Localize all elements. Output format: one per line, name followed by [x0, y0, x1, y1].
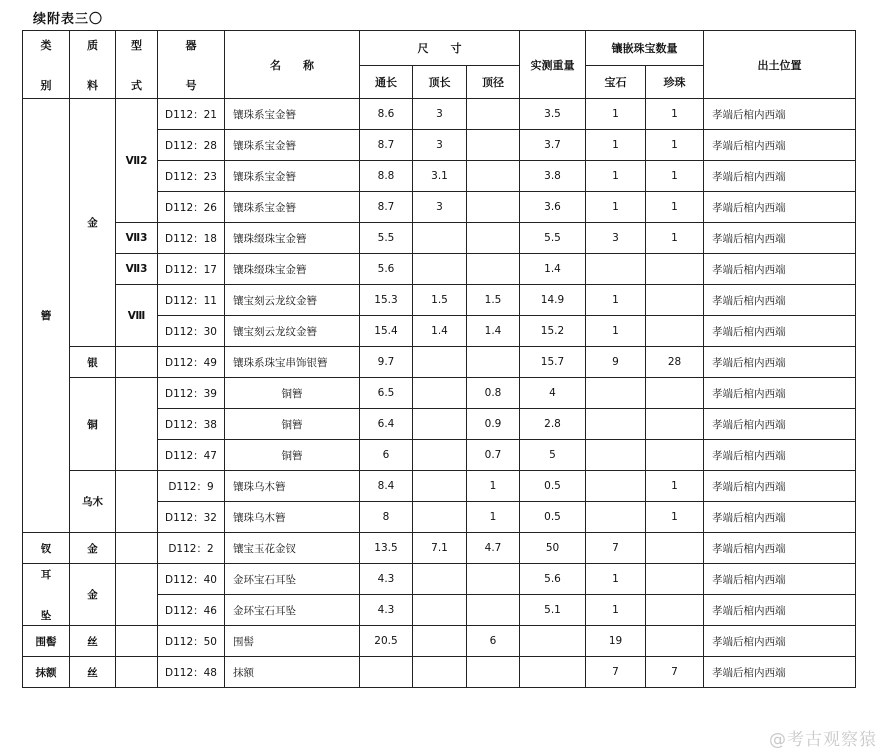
total-length: 8.7	[360, 192, 413, 223]
header-type: 型 式	[116, 31, 158, 99]
pearl-count: 1	[646, 223, 704, 254]
total-length: 15.3	[360, 285, 413, 316]
pearl-count: 1	[646, 192, 704, 223]
header-location: 出土位置	[704, 31, 856, 99]
header-gem: 宝石	[586, 66, 646, 99]
type-empty	[116, 533, 158, 564]
table-row	[23, 285, 856, 316]
weight: 15.2	[520, 316, 586, 347]
gem-count: 1	[586, 285, 646, 316]
item-number: D112：11	[158, 285, 225, 316]
top-diameter	[467, 130, 520, 161]
artifact-table	[22, 30, 856, 688]
gem-count: 3	[586, 223, 646, 254]
header-total-length: 通长	[360, 66, 413, 99]
total-length: 4.3	[360, 564, 413, 595]
top-length: 3	[413, 130, 467, 161]
type-vii3: Ⅶ3	[116, 254, 158, 285]
item-number: D112：46	[158, 595, 225, 626]
total-length: 6.5	[360, 378, 413, 409]
header-pearl: 珍珠	[646, 66, 704, 99]
top-diameter: 1	[467, 471, 520, 502]
pearl-count	[646, 285, 704, 316]
top-length	[413, 347, 467, 378]
total-length: 8.8	[360, 161, 413, 192]
location: 孝端后棺内西端	[704, 409, 856, 440]
gem-count: 9	[586, 347, 646, 378]
table-row	[23, 378, 856, 409]
item-number: D112：18	[158, 223, 225, 254]
item-name: 抹额	[225, 657, 360, 688]
pearl-count	[646, 440, 704, 471]
material-si: 丝	[70, 657, 116, 688]
top-diameter	[467, 161, 520, 192]
location: 孝端后棺内西端	[704, 285, 856, 316]
weight: 5.5	[520, 223, 586, 254]
table-row	[23, 533, 856, 564]
location: 孝端后棺内西端	[704, 564, 856, 595]
item-name: 铜簪	[225, 378, 360, 409]
table-row	[23, 347, 856, 378]
header-top-diameter: 顶径	[467, 66, 520, 99]
item-name: 镶珠系宝金簪	[225, 161, 360, 192]
item-number: D112：38	[158, 409, 225, 440]
item-number: D112：28	[158, 130, 225, 161]
weight	[520, 626, 586, 657]
top-length: 7.1	[413, 533, 467, 564]
location: 孝端后棺内西端	[704, 223, 856, 254]
top-diameter	[467, 595, 520, 626]
table-title: 续附表三〇	[33, 12, 104, 27]
gem-count	[586, 440, 646, 471]
type-empty	[116, 657, 158, 688]
item-name: 镶珠缀珠宝金簪	[225, 254, 360, 285]
type-empty	[116, 347, 158, 378]
location: 孝端后棺内西端	[704, 378, 856, 409]
weight: 4	[520, 378, 586, 409]
top-length	[413, 378, 467, 409]
item-name: 镶宝刻云龙纹金簪	[225, 285, 360, 316]
weight: 1.4	[520, 254, 586, 285]
top-length	[413, 409, 467, 440]
top-length: 3.1	[413, 161, 467, 192]
location: 孝端后棺内西端	[704, 595, 856, 626]
item-number: D112：48	[158, 657, 225, 688]
item-number: D112：17	[158, 254, 225, 285]
item-name: 铜簪	[225, 409, 360, 440]
category-chai: 钗	[23, 533, 70, 564]
material-silver: 银	[70, 347, 116, 378]
material-gold: 金	[70, 533, 116, 564]
total-length: 8.4	[360, 471, 413, 502]
item-name: 镶珠缀珠宝金簪	[225, 223, 360, 254]
top-diameter	[467, 657, 520, 688]
pearl-count: 1	[646, 471, 704, 502]
top-diameter	[467, 254, 520, 285]
top-length	[413, 502, 467, 533]
top-diameter	[467, 99, 520, 130]
weight: 3.8	[520, 161, 586, 192]
gem-count: 1	[586, 192, 646, 223]
material-wumu: 乌木	[70, 471, 116, 533]
total-length: 13.5	[360, 533, 413, 564]
weight: 5.1	[520, 595, 586, 626]
total-length	[360, 657, 413, 688]
total-length: 5.6	[360, 254, 413, 285]
pearl-count	[646, 254, 704, 285]
item-name: 镶珠系宝金簪	[225, 130, 360, 161]
top-diameter: 0.7	[467, 440, 520, 471]
weight: 2.8	[520, 409, 586, 440]
pearl-count: 1	[646, 161, 704, 192]
gem-count	[586, 409, 646, 440]
table-row	[23, 564, 856, 595]
gem-count: 1	[586, 99, 646, 130]
gem-count	[586, 378, 646, 409]
item-number: D112：23	[158, 161, 225, 192]
pearl-count	[646, 533, 704, 564]
total-length: 6	[360, 440, 413, 471]
top-diameter: 4.7	[467, 533, 520, 564]
pearl-count: 7	[646, 657, 704, 688]
item-name: 铜簪	[225, 440, 360, 471]
table-row	[23, 99, 856, 130]
table-row	[23, 471, 856, 502]
weight: 5	[520, 440, 586, 471]
total-length: 8.7	[360, 130, 413, 161]
header-name: 名 称	[225, 31, 360, 99]
top-diameter	[467, 223, 520, 254]
location: 孝端后棺内西端	[704, 471, 856, 502]
pearl-count	[646, 409, 704, 440]
top-length	[413, 440, 467, 471]
item-name: 金环宝石耳坠	[225, 564, 360, 595]
type-viii: Ⅷ	[116, 285, 158, 347]
total-length: 9.7	[360, 347, 413, 378]
top-diameter: 0.8	[467, 378, 520, 409]
category-weiji: 围髻	[23, 626, 70, 657]
pearl-count: 1	[646, 130, 704, 161]
top-length	[413, 254, 467, 285]
item-name: 镶珠系珠宝串饰银簪	[225, 347, 360, 378]
header-weight: 实测重量	[520, 31, 586, 99]
weight: 5.6	[520, 564, 586, 595]
weight: 0.5	[520, 502, 586, 533]
location: 孝端后棺内西端	[704, 99, 856, 130]
location: 孝端后棺内西端	[704, 347, 856, 378]
gem-count: 1	[586, 316, 646, 347]
item-number: D112：50	[158, 626, 225, 657]
material-si: 丝	[70, 626, 116, 657]
item-name: 金环宝石耳坠	[225, 595, 360, 626]
top-diameter	[467, 564, 520, 595]
top-length: 1.5	[413, 285, 467, 316]
weight: 14.9	[520, 285, 586, 316]
type-empty	[116, 564, 158, 626]
header-category: 类 别	[23, 31, 70, 99]
item-number: D112：32	[158, 502, 225, 533]
item-name: 镶宝玉花金钗	[225, 533, 360, 564]
header-size: 尺 寸	[360, 31, 520, 66]
total-length: 4.3	[360, 595, 413, 626]
total-length: 8	[360, 502, 413, 533]
top-diameter: 1.4	[467, 316, 520, 347]
location: 孝端后棺内西端	[704, 440, 856, 471]
pearl-count	[646, 564, 704, 595]
top-length	[413, 564, 467, 595]
location: 孝端后棺内西端	[704, 192, 856, 223]
item-number: D112：26	[158, 192, 225, 223]
pearl-count: 28	[646, 347, 704, 378]
top-length	[413, 471, 467, 502]
top-length	[413, 595, 467, 626]
top-diameter	[467, 192, 520, 223]
gem-count	[586, 502, 646, 533]
table-row	[23, 626, 856, 657]
type-vii2: Ⅶ2	[116, 99, 158, 223]
gem-count: 1	[586, 130, 646, 161]
header-number: 器 号	[158, 31, 225, 99]
item-name: 镶珠乌木簪	[225, 471, 360, 502]
gem-count: 7	[586, 657, 646, 688]
item-name: 镶宝刻云龙纹金簪	[225, 316, 360, 347]
pearl-count: 1	[646, 502, 704, 533]
pearl-count	[646, 626, 704, 657]
header-material: 质 料	[70, 31, 116, 99]
total-length: 20.5	[360, 626, 413, 657]
top-length: 3	[413, 99, 467, 130]
type-empty	[116, 471, 158, 533]
type-empty	[116, 626, 158, 657]
location: 孝端后棺内西端	[704, 130, 856, 161]
top-diameter: 6	[467, 626, 520, 657]
category-moe: 抹额	[23, 657, 70, 688]
item-number: D112：2	[158, 533, 225, 564]
total-length: 8.6	[360, 99, 413, 130]
category-erzhui: 耳 坠	[23, 564, 70, 626]
gem-count: 1	[586, 564, 646, 595]
gem-count: 1	[586, 595, 646, 626]
weight	[520, 657, 586, 688]
item-number: D112：21	[158, 99, 225, 130]
item-number: D112：47	[158, 440, 225, 471]
item-number: D112：49	[158, 347, 225, 378]
location: 孝端后棺内西端	[704, 254, 856, 285]
item-number: D112：40	[158, 564, 225, 595]
weight: 3.7	[520, 130, 586, 161]
material-gold: 金	[70, 564, 116, 626]
top-length	[413, 657, 467, 688]
top-length: 3	[413, 192, 467, 223]
location: 孝端后棺内西端	[704, 626, 856, 657]
pearl-count	[646, 378, 704, 409]
top-diameter: 1.5	[467, 285, 520, 316]
header-gems-count: 镶嵌珠宝数量	[586, 31, 704, 66]
top-diameter: 0.9	[467, 409, 520, 440]
item-name: 镶珠系宝金簪	[225, 192, 360, 223]
pearl-count	[646, 316, 704, 347]
item-name: 镶珠乌木簪	[225, 502, 360, 533]
location: 孝端后棺内西端	[704, 502, 856, 533]
header-top-length: 顶长	[413, 66, 467, 99]
weight: 3.6	[520, 192, 586, 223]
gem-count: 1	[586, 161, 646, 192]
table-row	[23, 223, 856, 254]
item-number: D112：9	[158, 471, 225, 502]
total-length: 6.4	[360, 409, 413, 440]
item-name: 镶珠系宝金簪	[225, 99, 360, 130]
gem-count	[586, 254, 646, 285]
pearl-count: 1	[646, 99, 704, 130]
top-length: 1.4	[413, 316, 467, 347]
type-vii3: Ⅶ3	[116, 223, 158, 254]
gem-count: 19	[586, 626, 646, 657]
pearl-count	[646, 595, 704, 626]
top-length	[413, 626, 467, 657]
location: 孝端后棺内西端	[704, 533, 856, 564]
location: 孝端后棺内西端	[704, 657, 856, 688]
material-copper: 铜	[70, 378, 116, 471]
item-name: 围髻	[225, 626, 360, 657]
top-diameter: 1	[467, 502, 520, 533]
watermark: @考古观察猿	[769, 730, 877, 750]
location: 孝端后棺内西端	[704, 161, 856, 192]
gem-count: 7	[586, 533, 646, 564]
item-number: D112：30	[158, 316, 225, 347]
weight: 3.5	[520, 99, 586, 130]
weight: 50	[520, 533, 586, 564]
top-diameter	[467, 347, 520, 378]
type-empty	[116, 378, 158, 471]
table-row	[23, 254, 856, 285]
weight: 15.7	[520, 347, 586, 378]
location: 孝端后棺内西端	[704, 316, 856, 347]
weight: 0.5	[520, 471, 586, 502]
top-length	[413, 223, 467, 254]
table-row	[23, 657, 856, 688]
gem-count	[586, 471, 646, 502]
total-length: 15.4	[360, 316, 413, 347]
item-number: D112：39	[158, 378, 225, 409]
category-zan: 簪	[23, 99, 70, 533]
material-gold: 金	[70, 99, 116, 347]
total-length: 5.5	[360, 223, 413, 254]
